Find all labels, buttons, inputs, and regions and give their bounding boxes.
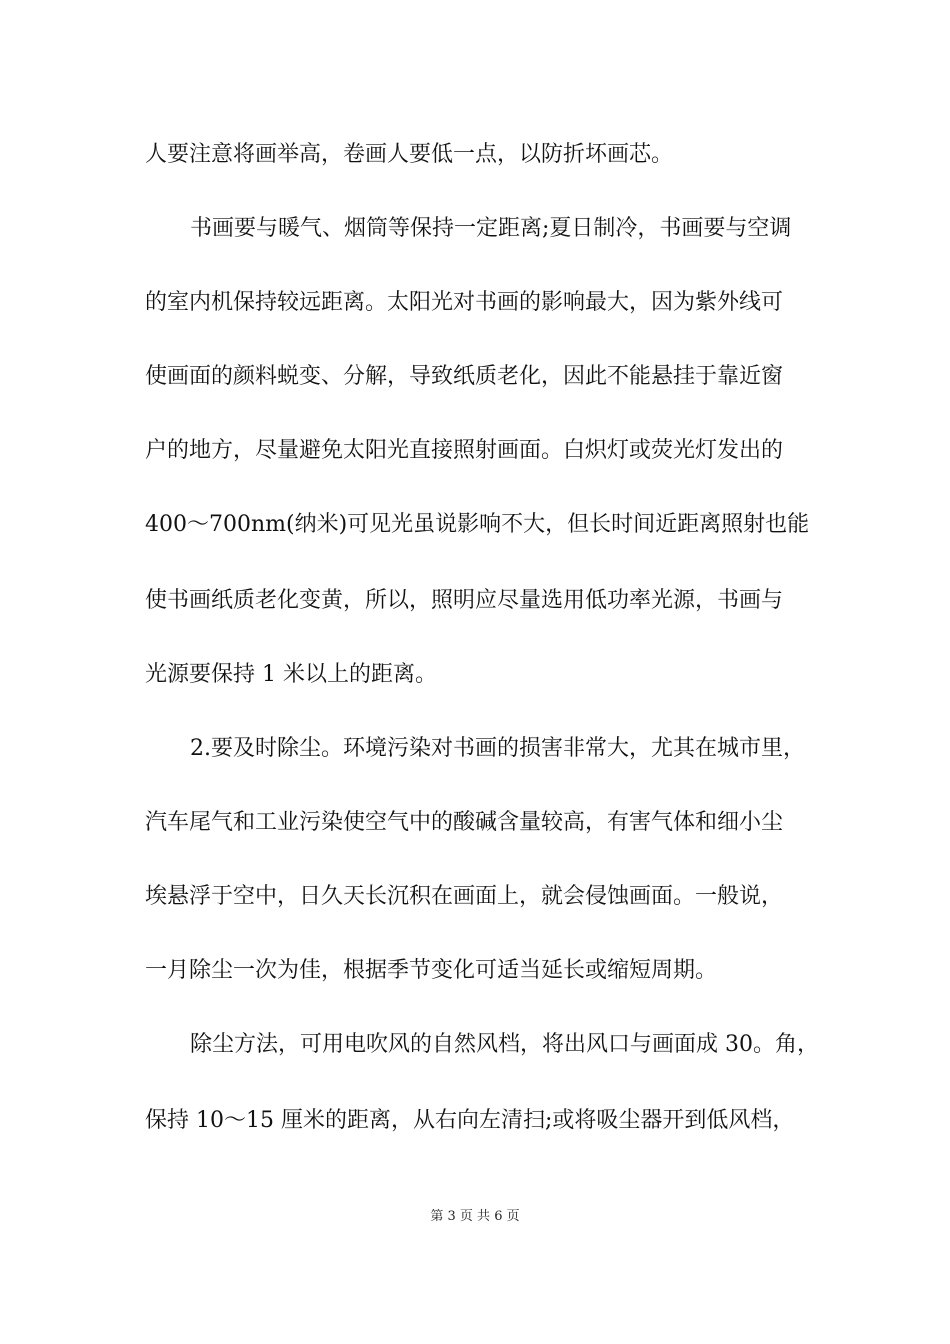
text-line: 保持 10～15 厘米的距离，从右向左清扫;或将吸尘器开到低风档，	[145, 1108, 795, 1133]
text-line: 使画面的颜料蜕变、分解，导致纸质老化，因此不能悬挂于靠近窗	[145, 364, 784, 389]
text-line: 除尘方法，可用电吹风的自然风档，将出风口与画面成 30。角，	[190, 1032, 819, 1057]
text-line: 2.要及时除尘。环境污染对书画的损害非常大，尤其在城市里，	[190, 736, 805, 761]
text-line: 光源要保持 1 米以上的距离。	[145, 662, 437, 687]
text-line: 书画要与暖气、烟筒等保持一定距离;夏日制冷，书画要与空调	[190, 216, 792, 241]
text-line: 使书画纸质老化变黄，所以，照明应尽量选用低功率光源，书画与	[145, 588, 784, 613]
text-line: 汽车尾气和工业污染使空气中的酸碱含量较高，有害气体和细小尘	[145, 810, 784, 835]
text-line: 一月除尘一次为佳，根据季节变化可适当延长或缩短周期。	[145, 958, 718, 983]
text-line: 埃悬浮于空中，日久天长沉积在画面上，就会侵蚀画面。一般说，	[145, 884, 784, 909]
text-line: 400～700nm(纳米)可见光虽说影响不大，但长时间近距离照射也能	[145, 512, 810, 537]
text-line: 的室内机保持较远距离。太阳光对书画的影响最大，因为紫外线可	[145, 290, 784, 315]
text-line: 户的地方，尽量避免太阳光直接照射画面。白炽灯或荧光灯发出的	[145, 438, 784, 463]
text-line: 人要注意将画举高，卷画人要低一点，以防折坏画芯。	[145, 142, 674, 167]
page-number: 第 3 页 共 6 页	[430, 1209, 520, 1224]
